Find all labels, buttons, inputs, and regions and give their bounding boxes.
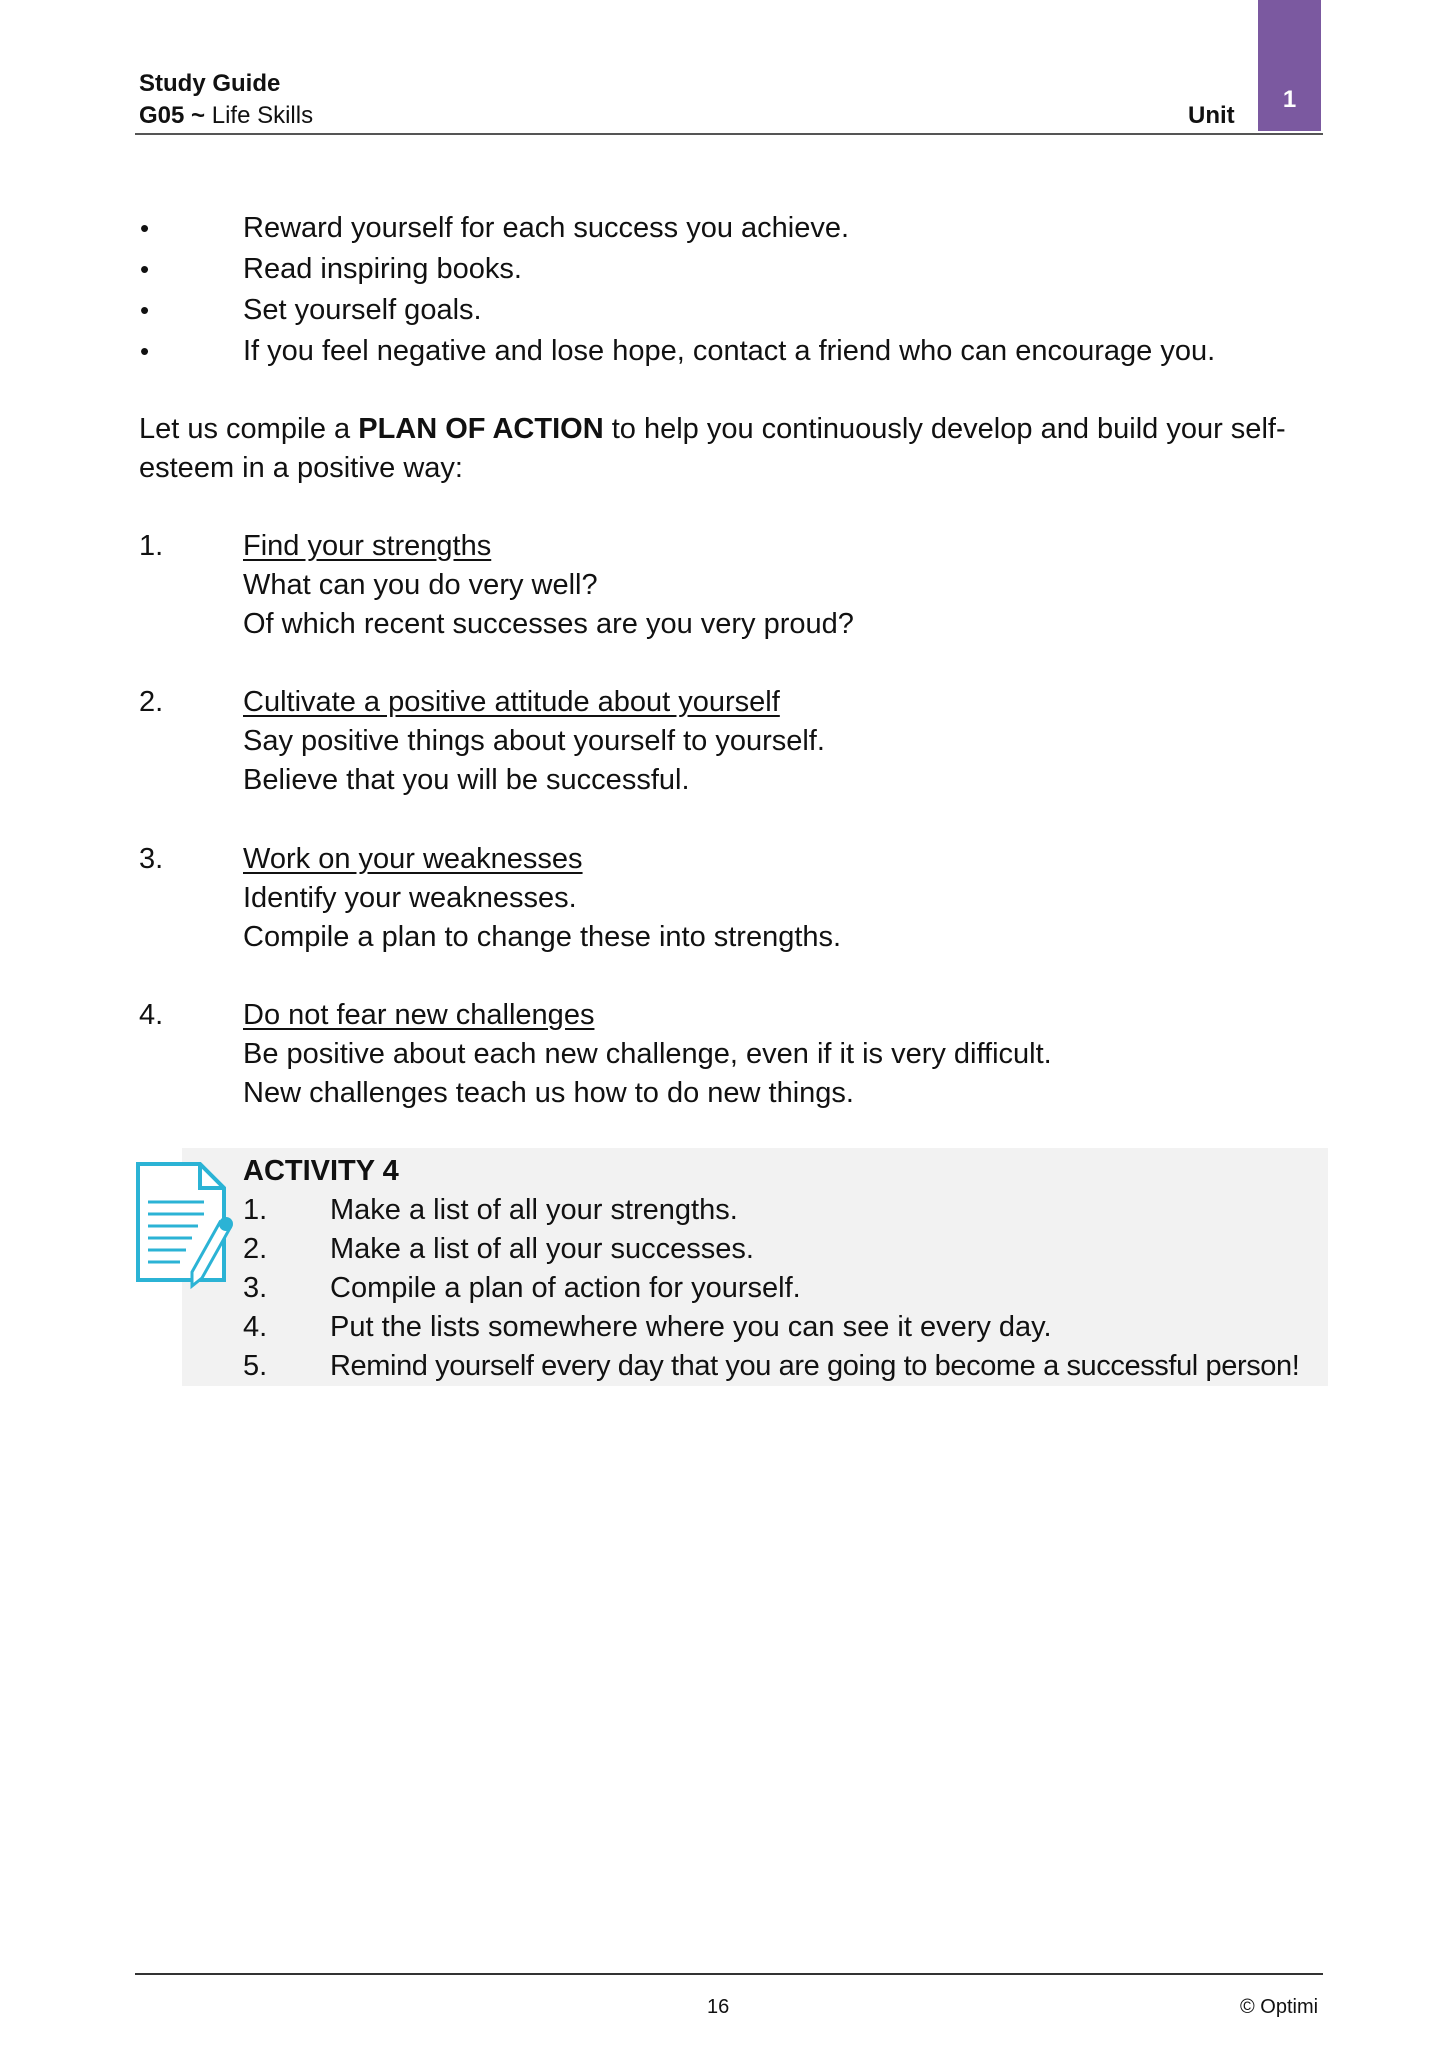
plan-line: New challenges teach us how to do new things. <box>243 1077 854 1109</box>
activity-item: Compile a plan of action for yourself. <box>330 1272 801 1304</box>
course-code: G05 ~ <box>139 102 206 129</box>
header-course <box>139 102 313 130</box>
bullet-item: Reward yourself for each success you achieve. <box>243 212 850 244</box>
bullet-item: If you feel negative and lose hope, contact a friend who can encourage you. <box>243 335 1216 367</box>
activity-number: 4. <box>243 1311 268 1343</box>
unit-tab <box>1258 0 1321 131</box>
plan-line: Compile a plan to change these into strengths. <box>243 921 842 953</box>
course-name: Life Skills <box>205 102 314 129</box>
plan-heading: Cultivate a positive attitude about yourself <box>243 686 780 718</box>
bullet-item: Read inspiring books. <box>243 253 522 285</box>
copyright: © Optimi <box>1240 1996 1319 2018</box>
intro-line-2: esteem in a positive way: <box>139 452 463 484</box>
activity-title: ACTIVITY 4 <box>243 1155 399 1187</box>
plan-heading: Find your strengths <box>243 530 492 562</box>
activity-item: Make a list of all your successes. <box>330 1233 754 1265</box>
header-title: Study Guide <box>139 70 281 97</box>
plan-line: Say positive things about yourself to yourself. <box>243 725 825 757</box>
plan-line: Believe that you will be successful. <box>243 764 690 796</box>
bullet-marker: • <box>140 254 150 284</box>
header-unit-label: Unit <box>1188 102 1235 129</box>
plan-number: 1. <box>139 530 164 562</box>
plan-heading: Work on your weaknesses <box>243 843 583 875</box>
activity-item: Make a list of all your strengths. <box>330 1194 738 1226</box>
activity-number: 5. <box>243 1350 268 1382</box>
intro-paragraph <box>139 410 1329 449</box>
bullet-marker: • <box>140 213 150 243</box>
plan-line: Identify your weaknesses. <box>243 882 577 914</box>
activity-number: 1. <box>243 1194 268 1226</box>
intro-text: Let us compile a <box>139 413 359 445</box>
activity-number: 2. <box>243 1233 268 1265</box>
bullet-item: Set yourself goals. <box>243 294 482 326</box>
intro-text-rest: to help you continuously develop and build your self- <box>603 413 1286 445</box>
activity-item: Put the lists somewhere where you can see it every day. <box>330 1311 1052 1343</box>
unit-number: 1 <box>1282 86 1297 113</box>
activity-number: 3. <box>243 1272 268 1304</box>
plan-heading: Do not fear new challenges <box>243 999 595 1031</box>
activity-item: Remind yourself every day that you are going to become a successful person! <box>330 1350 1300 1382</box>
page-number: 16 <box>707 1996 730 2018</box>
bullet-marker: • <box>140 295 150 325</box>
header-divider <box>135 133 1323 135</box>
plan-number: 2. <box>139 686 164 718</box>
footer-divider <box>135 1973 1323 1975</box>
plan-line: What can you do very well? <box>243 569 598 601</box>
plan-number: 3. <box>139 843 164 875</box>
intro-bold: PLAN OF ACTION <box>358 413 604 445</box>
plan-line: Be positive about each new challenge, even if it is very difficult. <box>243 1038 1052 1070</box>
document-pencil-icon <box>134 1160 234 1292</box>
plan-line: Of which recent successes are you very proud? <box>243 608 854 640</box>
plan-number: 4. <box>139 999 164 1031</box>
bullet-marker: • <box>140 336 150 366</box>
